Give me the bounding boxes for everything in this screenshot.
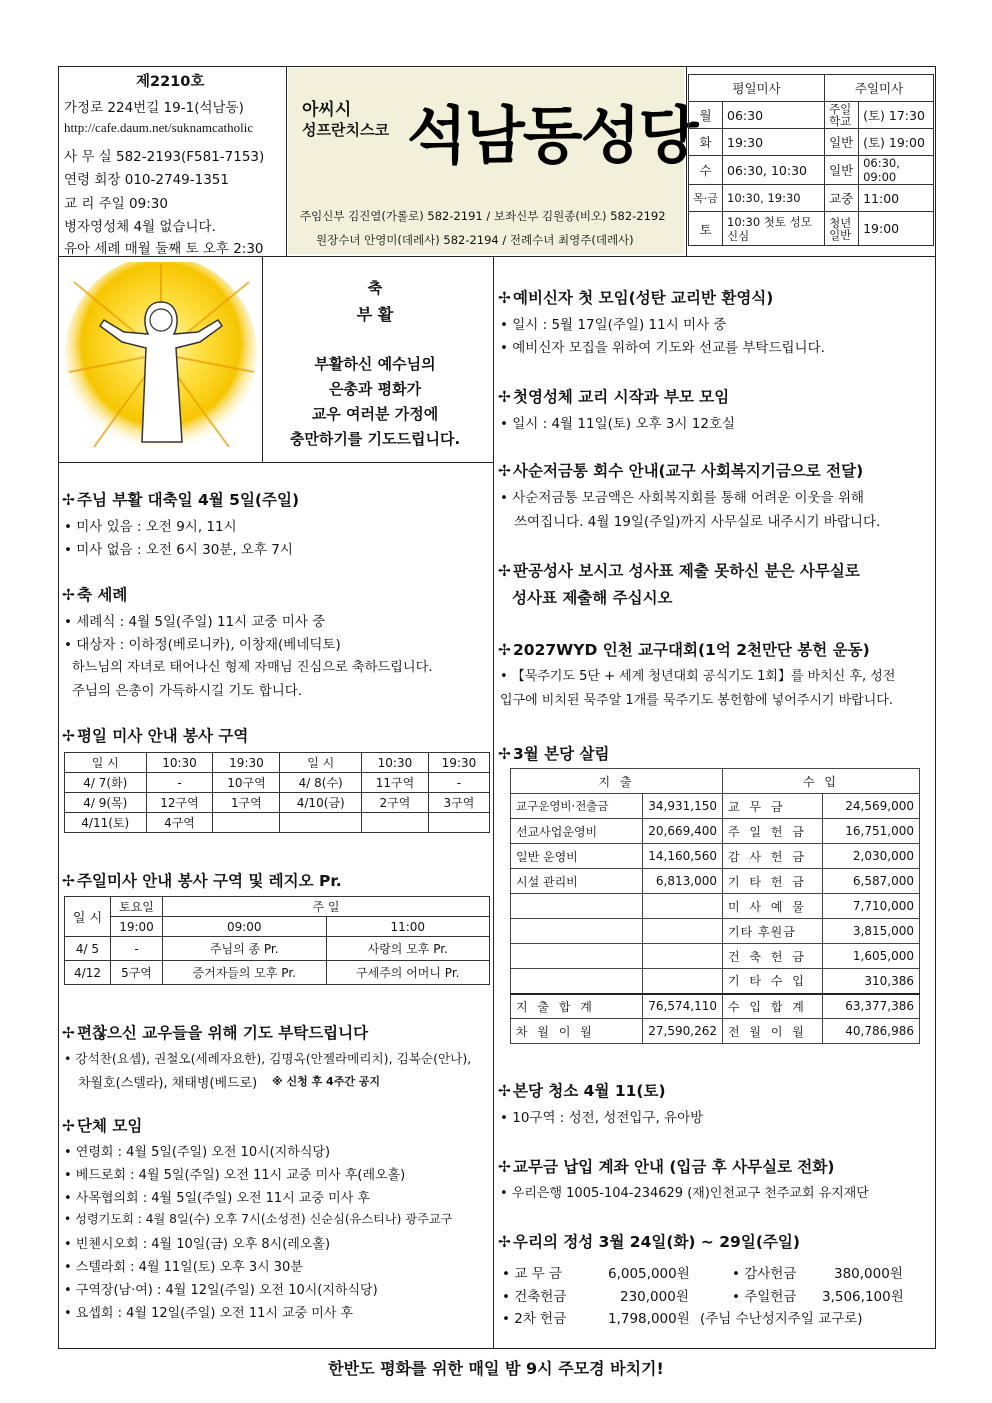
table-cell: 차 월 이 월 [511,1019,643,1044]
offering-label: • 감사헌금 [732,1266,797,1282]
offering-label: • 건축헌금 [502,1289,567,1305]
footer-message: 한반도 평화를 위한 매일 밤 9시 주모경 바치기! [328,1359,664,1378]
church-name: 석남동성당 [407,99,697,172]
cross-icon: ✢ [62,586,75,604]
table-cell [643,969,723,994]
section-title-text: 단체 모임 [77,1117,143,1135]
list-item: • 10구역 : 성전, 성전입구, 유아방 [500,1110,704,1126]
table-cell: 2,030,000 [823,844,920,869]
table-header: 19:30 [428,753,489,773]
weekday-mass-header: 평일미사 [689,75,825,102]
table-cell: 14,160,560 [643,844,723,869]
table-cell: 27,590,262 [643,1019,723,1044]
cross-icon: ✢ [498,562,511,580]
cross-icon: ✢ [62,727,75,745]
mass-type: 일반 [825,129,859,156]
mass-schedule-table [688,74,934,246]
clergy-line-1: 주임신부 김진열(가롤로) 582-2191 / 보좌신부 김원종(비오) 582-2192 [300,209,666,223]
table-cell [428,813,489,833]
table-cell: 기 타 수 입 [723,969,823,994]
greeting-line: 교우 여러분 가정에 [311,405,439,423]
sunday-service-table [64,896,490,985]
section-title [62,869,342,891]
patron-line-1: 아씨시 [302,100,352,120]
table-cell [280,813,362,833]
mass-type: 청년일반 [825,212,859,246]
offering-amount: 6,005,000원 [608,1266,690,1282]
list-item: • 일시 : 4월 11일(토) 오후 3시 12호실 [500,416,736,432]
offering-amount: 1,798,000원 [608,1311,690,1327]
sick-communion: 병자영성체 4월 없습니다. [64,219,216,235]
section-title-text: 첫영성체 교리 시작과 부모 모임 [513,388,730,406]
table-cell: - [428,773,489,793]
section-title [62,488,299,510]
section-title [62,1021,368,1043]
list-item: • 성령기도회 : 4월 8일(수) 오후 7시(소성전) 신순심(유스티나) 광주교구 [64,1212,453,1226]
cross-icon: ✢ [62,1117,75,1135]
table-cell: 40,786,986 [823,1019,920,1044]
table-cell: 미 사 예 물 [723,894,823,919]
council-phone: 연령 회장 010-2749-1351 [64,172,229,188]
table-cell: 2구역 [361,793,428,813]
cross-icon: ✢ [498,1158,511,1176]
table-row [511,819,920,844]
table-cell: 기타 후원금 [723,919,823,944]
time: 10:30, 19:30 [723,185,825,212]
day: 수 [689,156,723,185]
section-title [498,638,870,660]
time: 19:30 [723,129,825,156]
section-title-text: 교무금 납입 계좌 안내 (입금 후 사무실로 전화) [513,1158,835,1176]
section-title [498,559,860,581]
section-title [498,742,609,764]
divider [58,462,493,463]
table-row [511,844,920,869]
table-row [511,869,920,894]
cross-icon: ✢ [498,641,511,659]
list-item: • 대상자 : 이하정(베로니카), 이창재(베네딕토) [64,637,341,653]
table-cell: 시설 관리비 [511,869,643,894]
table-cell: 1,605,000 [823,944,920,969]
day: 토 [689,212,723,246]
table-row [65,961,490,985]
table-cell: 4/10(금) [280,793,362,813]
table-cell: 20,669,400 [643,819,723,844]
table-cell [643,944,723,969]
list-item: 쓰여집니다. 4월 19일(주일)까지 사무실로 내주시기 바랍니다. [514,514,881,530]
section-title [62,1114,142,1136]
table-cell [511,944,643,969]
table-header: 10:30 [146,753,213,773]
table-header: 수 입 [723,769,920,794]
issue-number: 제2210호 [136,74,205,90]
list-item: 차월호(스텔라), 채태병(베드로) [78,1076,258,1091]
section-title [498,286,773,308]
section-title [498,1155,834,1177]
table-row [65,917,490,937]
table-row [689,185,934,212]
section-title [62,724,248,746]
table-row [511,894,920,919]
notice-note: ※ 신청 후 4주간 공지 [272,1075,381,1088]
section-title-text: 평일 미사 안내 봉사 구역 [77,727,249,745]
table-cell: 선교사업운영비 [511,819,643,844]
list-item: • 빈첸시오회 : 4월 10일(금) 오후 8시(레오홀) [64,1237,331,1252]
cross-icon: ✢ [62,1024,75,1042]
list-item: • 미사 없음 : 오전 6시 30분, 오후 7시 [64,542,293,558]
cross-icon: ✢ [498,745,511,763]
risen-christ-illustration [64,262,258,458]
table-header: 19:00 [111,917,163,937]
day: 목·금 [689,185,723,212]
address: 가정로 224번길 19-1(석남동) [64,100,244,116]
day: 월 [689,102,723,129]
table-cell: 63,377,386 [823,994,920,1019]
time: 10:30 첫토 성모신심 [723,212,825,246]
table-cell: 12구역 [146,793,213,813]
table-row-total [511,994,920,1019]
table-row [689,75,934,102]
section-title-text: 예비신자 첫 모임(성탄 교리반 환영식) [513,289,774,307]
table-cell: 감 사 헌 금 [723,844,823,869]
table-row [689,156,934,185]
office-phone: 사 무 실 582-2193(F581-7153) [64,149,265,165]
catechism-time: 교 리 주일 09:30 [64,196,168,212]
list-item: 하느님의 자녀로 태어나신 형제 자매님 진심으로 축하드립니다. [72,660,433,675]
table-row [65,753,490,773]
cross-icon: ✢ [498,462,511,480]
list-item: • 예비신자 모집을 위하여 기도와 선교를 부탁드립니다. [500,340,825,356]
table-cell: 건 축 헌 금 [723,944,823,969]
section-title [62,583,127,605]
table-cell: 4/ 7(화) [65,773,147,793]
list-item: • 일시 : 5월 17일(주일) 11시 미사 중 [500,317,727,333]
cross-icon: ✢ [498,388,511,406]
time: 19:00 [859,212,934,246]
table-header: 11:00 [326,917,490,937]
table-cell: 6,587,000 [823,869,920,894]
table-cell [643,894,723,919]
list-item: • 세례식 : 4월 5일(주일) 11시 교중 미사 중 [64,614,326,630]
list-item: • 강석찬(요셉), 권철오(세례자요한), 김명옥(안젤라메리치), 김복순(안나), [64,1051,472,1066]
section-title [498,1079,666,1101]
table-cell: 4/ 8(수) [280,773,362,793]
table-row [511,944,920,969]
cross-icon: ✢ [62,872,75,890]
offering-amount: 3,506,100원 [822,1289,904,1305]
table-cell: - [146,773,213,793]
section-title [498,459,863,481]
section-title-text: 2027WYD 인천 교구대회(1억 2천만단 봉헌 운동) [513,641,870,659]
greeting-line: 충만하기를 기도드립니다. [289,430,461,448]
table-cell: 증거자들의 모후 Pr. [163,961,327,985]
section-title-text: 축 세례 [77,586,128,604]
table-header: 09:00 [163,917,327,937]
mass-type: 교중 [825,185,859,212]
offering-amount: 380,000원 [834,1266,903,1282]
table-cell [511,969,643,994]
list-item: • 베드로회 : 4월 5일(주일) 오전 11시 교중 미사 후(레오홀) [64,1168,406,1183]
mass-type: 일반 [825,156,859,185]
time: 11:00 [859,185,934,212]
table-cell: 1구역 [213,793,280,813]
table-cell: 4구역 [146,813,213,833]
offering-label: • 주일헌금 [732,1289,797,1305]
list-item: 입구에 비치된 묵주알 1개를 묵주기도 봉헌함에 넣어주시기 바랍니다. [500,693,893,708]
greeting-line: 부 활 [356,305,394,324]
table-cell: 교 무 금 [723,794,823,819]
table-header: 19:30 [213,753,280,773]
table-cell: 일반 운영비 [511,844,643,869]
time: (토) 19:00 [859,129,934,156]
table-cell: 24,569,000 [823,794,920,819]
table-cell: - [111,937,163,961]
table-cell: 5구역 [111,961,163,985]
time: (토) 17:30 [859,102,934,129]
table-cell: 16,751,000 [823,819,920,844]
table-row [65,793,490,813]
divider [286,66,287,256]
table-cell: 4/12 [65,961,111,985]
table-cell: 7,710,000 [823,894,920,919]
table-row [511,919,920,944]
table-row [689,102,934,129]
table-cell: 6,813,000 [643,869,723,894]
table-header: 일 시 [65,897,111,937]
table-header: 지 출 [511,769,723,794]
table-cell [361,813,428,833]
table-cell: 주님의 종 Pr. [163,937,327,961]
bank-account: • 우리은행 1005-104-234629 (재)인천교구 천주교회 유지재단 [500,1186,869,1201]
section-title [498,1230,800,1252]
offering-label: • 교 무 금 [502,1266,562,1282]
table-cell: 34,931,150 [643,794,723,819]
table-cell: 4/11(토) [65,813,147,833]
cross-icon: ✢ [62,491,75,509]
clergy-line-2: 원장수녀 안영미(데레사) 582-2194 / 전례수녀 최영주(데레사) [316,233,634,247]
list-item: • 미사 있음 : 오전 9시, 11시 [64,519,237,535]
section-title-text: 본당 청소 4월 11(토) [513,1082,666,1100]
table-row [511,969,920,994]
table-cell: 교구운영비·전출금 [511,794,643,819]
table-row [65,813,490,833]
greeting-line: 축 [367,279,383,297]
section-title-text: 편찮으신 교우들을 위해 기도 부탁드립니다 [77,1024,369,1042]
table-cell: 전 월 이 월 [723,1019,823,1044]
table-cell: 10구역 [213,773,280,793]
section-title [498,385,729,407]
table-cell: 310,386 [823,969,920,994]
cross-icon: ✢ [498,1233,511,1251]
table-header: 주 일 [163,897,490,917]
list-item: • 사순저금통 모금액은 사회복지회를 통해 어려운 이웃을 위해 [500,490,865,506]
table-cell: 11구역 [361,773,428,793]
cafe-url[interactable]: http://cafe.daum.net/suknamcatholic [64,120,254,135]
table-header: 토요일 [111,897,163,917]
list-item: • 사목협의회 : 4월 5일(주일) 오전 11시 교중 미사 후 [64,1191,370,1206]
table-row [65,897,490,917]
parish-patron [302,100,389,140]
table-cell: 사랑의 모후 Pr. [326,937,490,961]
table-row [65,937,490,961]
list-item: 주님의 은총이 가득하시길 기도 합니다. [72,683,303,699]
table-cell: 구세주의 어머니 Pr. [326,961,490,985]
section-title-text: 우리의 정성 3월 24일(화) ~ 29일(주일) [513,1233,800,1251]
cross-icon: ✢ [498,289,511,307]
section-title-text: 3월 본당 살림 [513,745,610,763]
list-item: • 연령회 : 4월 5일(주일) 오전 10시(지하식당) [64,1145,331,1160]
greeting-line: 부활하신 예수님의 [314,355,436,373]
table-cell: 3구역 [428,793,489,813]
patron-line-2: 성프란치스코 [302,121,389,139]
table-header: 10:30 [361,753,428,773]
time: 06:30, 09:00 [859,156,934,185]
table-cell [213,813,280,833]
table-cell [511,894,643,919]
table-cell [511,919,643,944]
section-title-text: 주일미사 안내 봉사 구역 및 레지오 Pr. [77,872,342,890]
table-cell: 주 일 헌 금 [723,819,823,844]
table-cell [643,919,723,944]
divider [493,256,494,1349]
offering-amount: 230,000원 [620,1289,689,1305]
greeting-line: 은총과 평화가 [328,380,422,398]
finance-table [510,768,920,1044]
table-row [65,773,490,793]
table-header: 일 시 [280,753,362,773]
list-item: • 【묵주기도 5단 + 세계 청년대회 공식기도 1회】를 바치신 후, 성전 [500,669,896,684]
offering-note: (주님 수난성지주일 교구로) [700,1311,863,1327]
table-cell: 지 출 합 계 [511,994,643,1019]
table-cell: 수 입 합 계 [723,994,823,1019]
offering-label: • 2차 헌금 [502,1311,567,1327]
section-title-continued: 성사표 제출해 주십시오 [512,589,673,607]
table-cell: 4/ 9(목) [65,793,147,813]
sunday-mass-header: 주일미사 [825,75,934,102]
day: 화 [689,129,723,156]
table-row-carry [511,1019,920,1044]
mass-type: 주일학교 [825,102,859,129]
table-row [511,769,920,794]
section-title-text: 주님 부활 대축일 4월 5일(주일) [77,491,300,509]
table-cell: 기 타 헌 금 [723,869,823,894]
table-row [689,129,934,156]
infant-baptism: 유아 세례 매월 둘째 토 오후 2:30 [64,241,264,257]
cross-icon: ✢ [498,1082,511,1100]
section-title-text: 사순저금통 회수 안내(교구 사회복지기금으로 전달) [513,462,864,480]
table-cell: 4/ 5 [65,937,111,961]
table-row [511,794,920,819]
list-item: • 요셉회 : 4월 12일(주일) 오전 11시 교중 미사 후 [64,1306,354,1321]
list-item: • 스텔라회 : 4월 11일(토) 오후 3시 30분 [64,1260,303,1275]
table-header: 일 시 [65,753,147,773]
table-cell: 76,574,110 [643,994,723,1019]
table-cell: 3,815,000 [823,919,920,944]
section-title-text: 판공성사 보시고 성사표 제출 못하신 분은 사무실로 [513,562,860,580]
time: 06:30, 10:30 [723,156,825,185]
weekday-service-table [64,752,490,833]
list-item: • 구역장(남·여) : 4월 12일(주일) 오전 10시(지하식당) [64,1283,378,1298]
time: 06:30 [723,102,825,129]
table-row [689,212,934,246]
